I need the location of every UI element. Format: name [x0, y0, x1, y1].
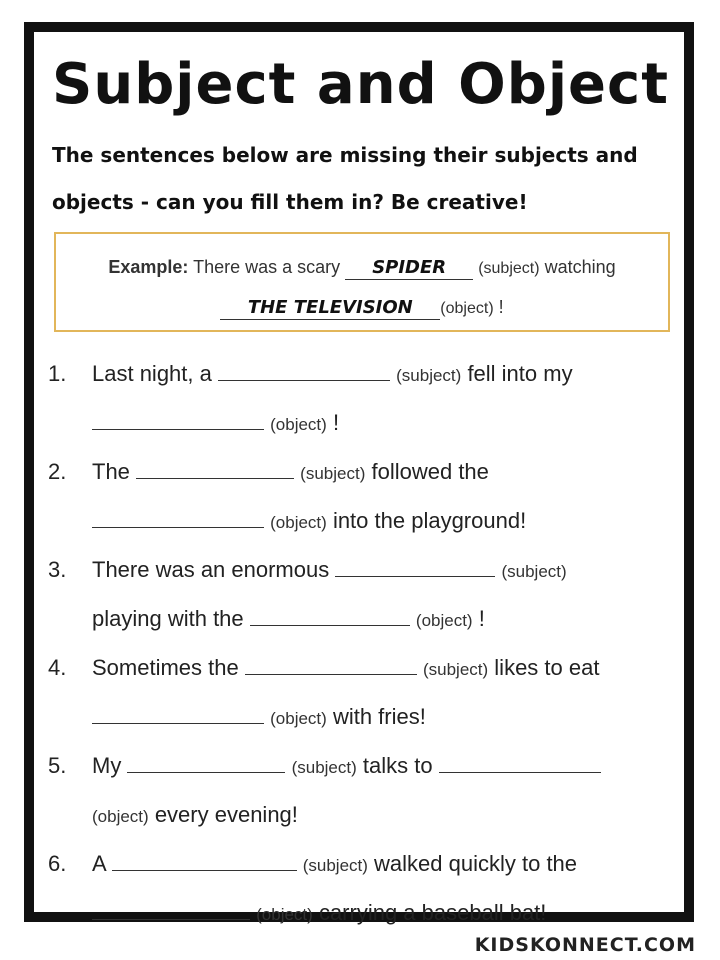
example-box	[54, 232, 670, 332]
subject-blank[interactable]	[335, 558, 495, 577]
question-number: 1.	[48, 361, 67, 386]
object-tag: (object)	[92, 807, 149, 826]
example-text-before: There was a scary	[193, 257, 341, 277]
subject-tag: (subject)	[501, 562, 567, 581]
example-object-answer: THE TELEVISION	[220, 297, 440, 320]
example-subject-answer: SPIDER	[345, 257, 473, 280]
question-text: talks to	[362, 753, 433, 778]
question-text: Sometimes the	[92, 655, 239, 680]
question-text: carrying a baseball bat!	[318, 900, 547, 925]
object-blank[interactable]	[92, 901, 250, 920]
object-tag: (object)	[270, 513, 327, 532]
question-number: 3.	[48, 557, 67, 582]
question-text: walked quickly to the	[374, 851, 578, 876]
example-text-end: !	[498, 297, 504, 317]
subject-blank[interactable]	[112, 852, 297, 871]
question-text: followed the	[371, 459, 489, 484]
subject-blank[interactable]	[127, 754, 285, 773]
question-text: There was an enormous	[92, 557, 330, 582]
example-object-tag: (object)	[440, 300, 494, 317]
question-1	[48, 350, 668, 448]
subject-blank[interactable]	[136, 460, 294, 479]
subject-tag: (subject)	[291, 758, 357, 777]
question-text: !	[478, 606, 485, 631]
question-number: 2.	[48, 459, 67, 484]
worksheet	[24, 22, 694, 925]
question-number: 5.	[48, 753, 67, 778]
question-text: A	[92, 851, 106, 876]
object-blank[interactable]	[92, 509, 264, 528]
subject-tag: (subject)	[422, 660, 489, 679]
subject-tag: (subject)	[302, 856, 368, 875]
object-blank[interactable]	[250, 607, 410, 626]
question-number: 4.	[48, 655, 67, 680]
object-blank[interactable]	[92, 411, 264, 430]
question-text: Last night, a	[92, 361, 212, 386]
question-text: every evening!	[154, 802, 298, 827]
question-text: fell into my	[467, 361, 573, 386]
object-tag: (object)	[270, 415, 327, 434]
object-blank[interactable]	[439, 754, 601, 773]
question-text: My	[92, 753, 122, 778]
question-text: into the playground!	[332, 508, 527, 533]
page-title: Subject and Object	[52, 52, 669, 117]
question-text: likes to eat	[494, 655, 600, 680]
question-text: with fries!	[332, 704, 426, 729]
question-3	[48, 546, 668, 644]
question-text: The	[92, 459, 130, 484]
object-blank[interactable]	[92, 705, 264, 724]
question-4	[48, 644, 668, 742]
question-5	[48, 742, 668, 840]
object-tag: (object)	[256, 905, 313, 924]
object-tag: (object)	[270, 709, 327, 728]
object-tag: (object)	[415, 611, 473, 630]
question-6	[48, 840, 668, 938]
example-subject-tag: (subject)	[478, 260, 540, 277]
example-label: Example:	[108, 257, 189, 277]
example-text-middle: watching	[544, 257, 616, 277]
question-2	[48, 448, 668, 546]
subject-tag: (subject)	[300, 464, 366, 483]
question-list	[48, 350, 668, 938]
subject-blank[interactable]	[245, 656, 417, 675]
brand-logo: KIDSKONNECT.COM	[474, 934, 696, 956]
subject-tag: (subject)	[396, 366, 462, 385]
subject-blank[interactable]	[218, 362, 390, 381]
question-text: !	[332, 410, 340, 435]
question-text: playing with the	[92, 606, 244, 631]
question-number: 6.	[48, 851, 67, 876]
instructions: The sentences below are missing their subjects and objects - can you fill them in? Be creative!	[52, 143, 638, 214]
